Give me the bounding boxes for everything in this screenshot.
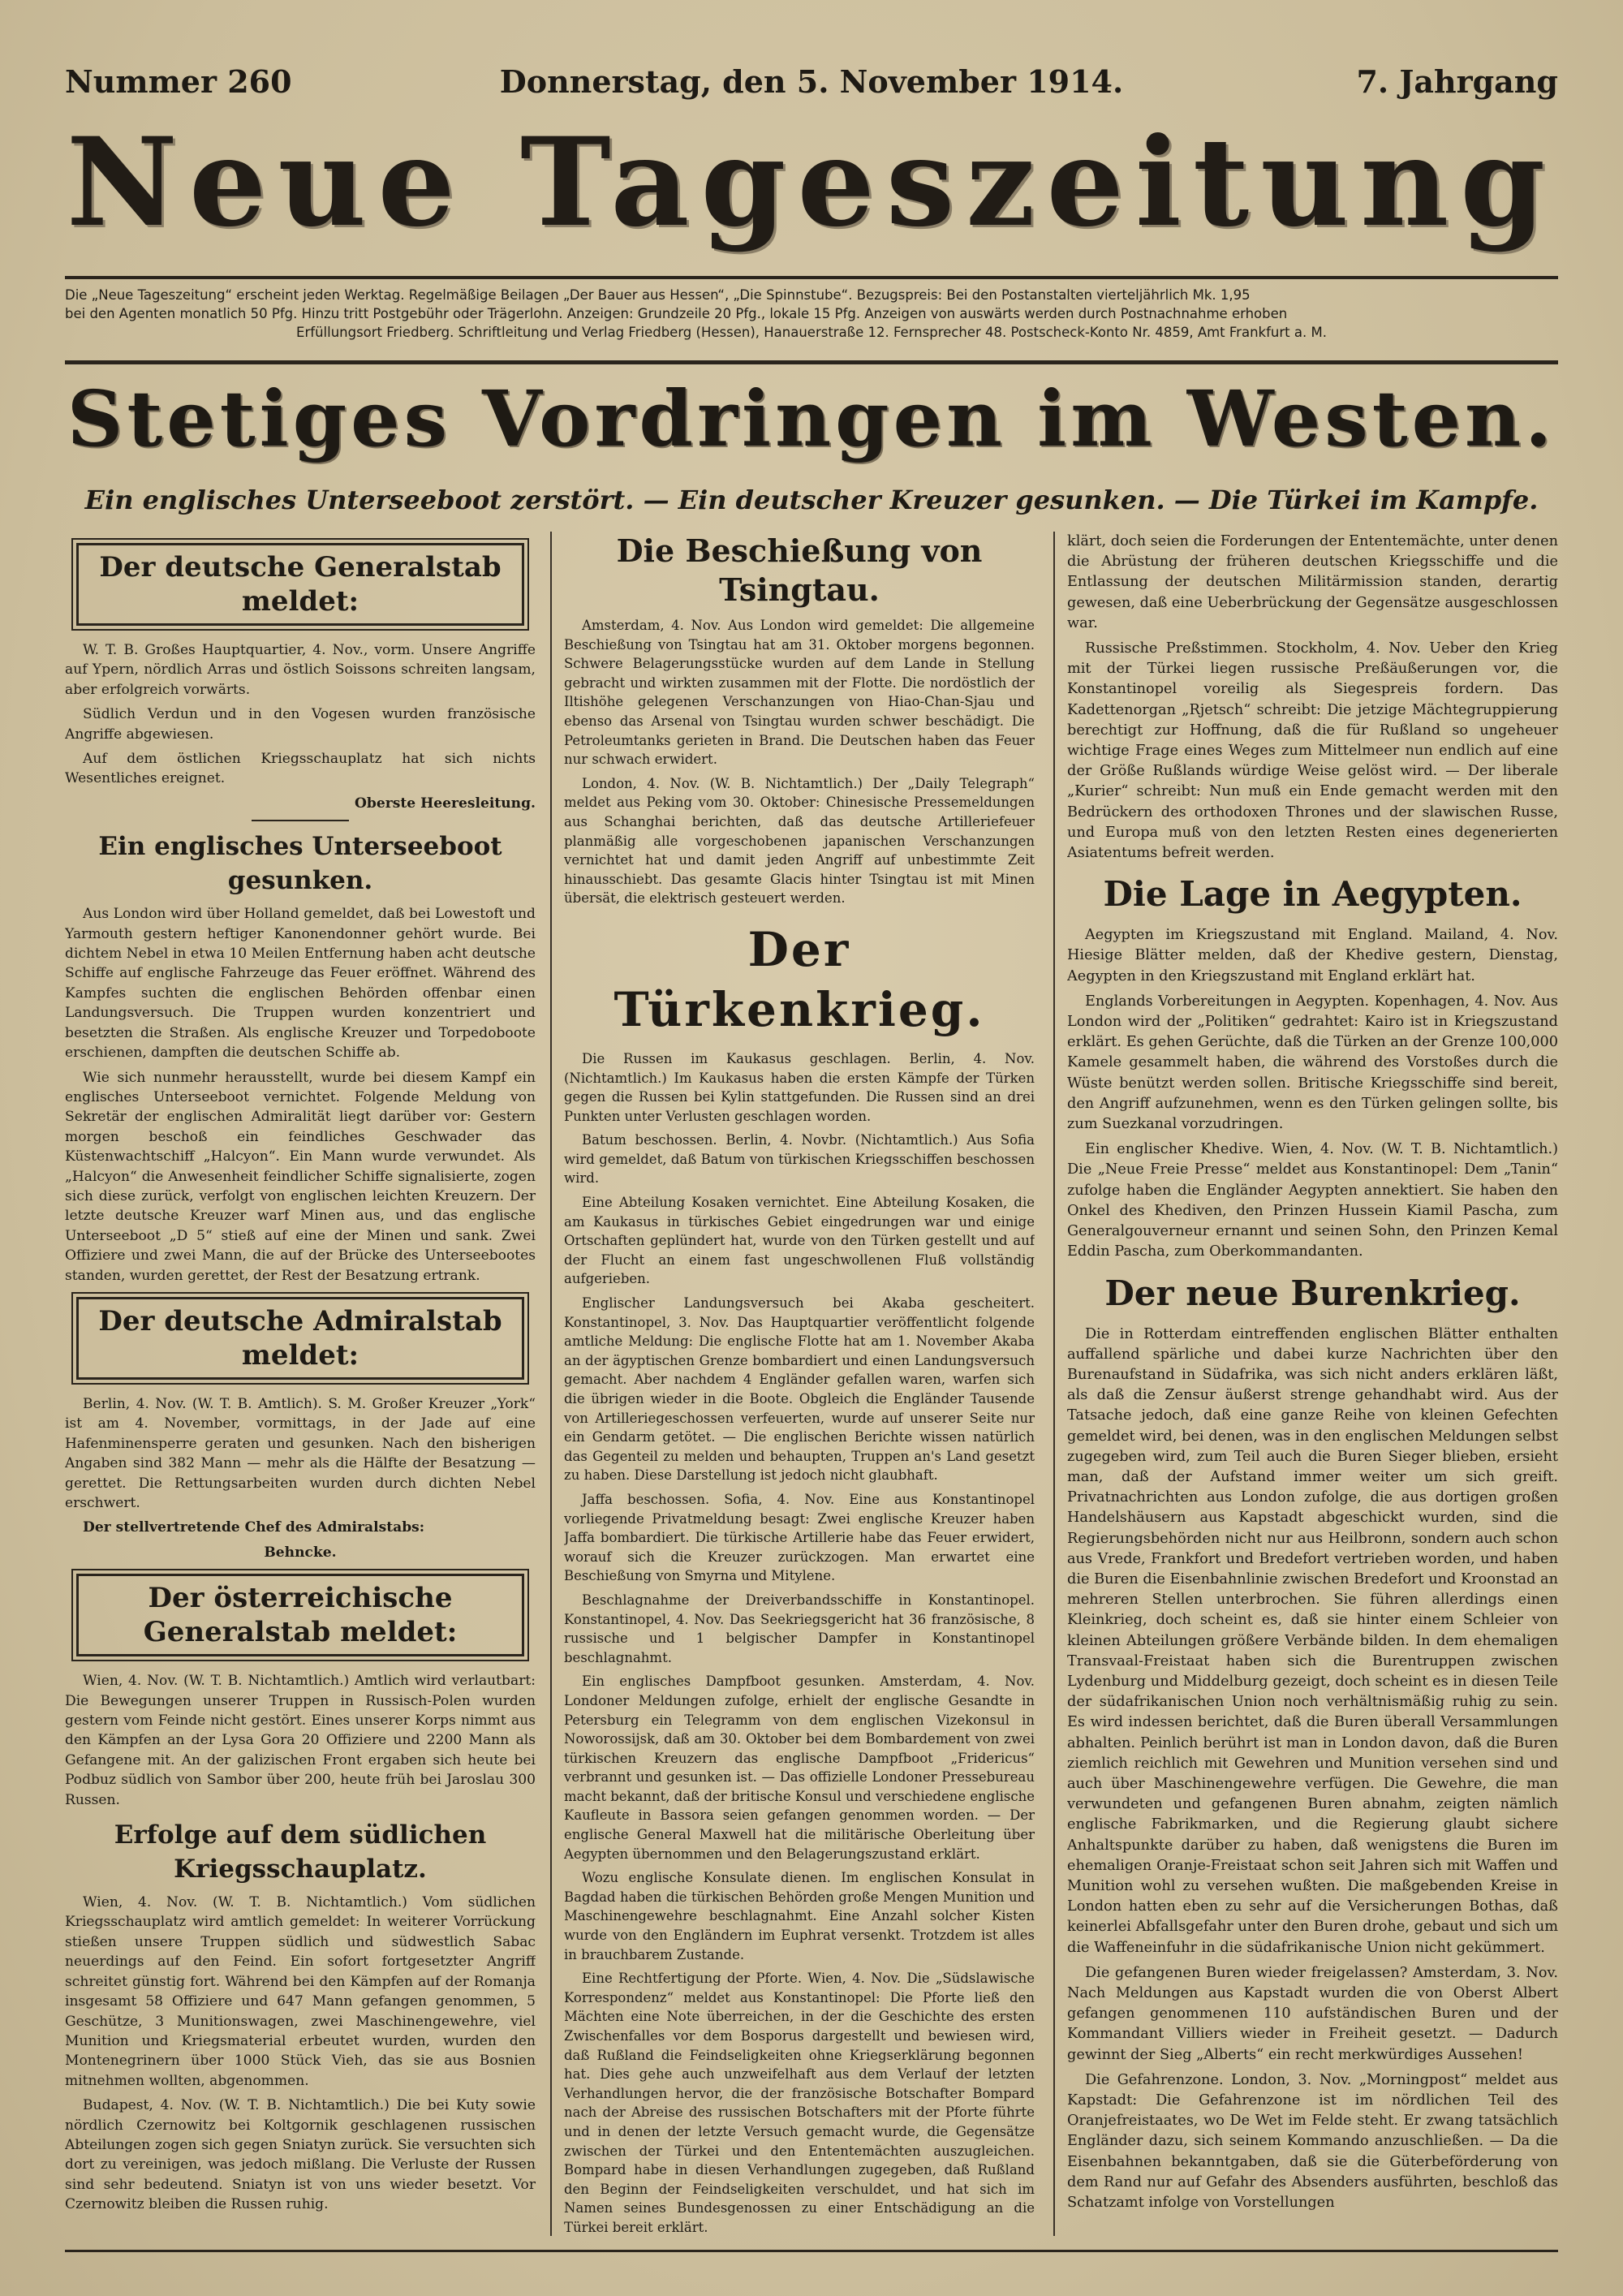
info-line-2: bei den Agenten monatlich 50 Pfg. Hinzu tritt Postgebühr oder Trägerlohn. Anzeigen: Grundzeile 20 Pfg., lokale 15 Pfg. Anzeigen von auswärts werden durch Postnachnahme erhoben [65,306,1288,321]
article-paragraph: Aus London wird über Holland gemeldet, daß bei Lowestoft und Yarmouth gestern heftiger Kanonendonner gehört wurde. Bei dichtem Nebel in etwa 10 Meilen Entfernung haben acht deutsche Schiffe auf englische Fahrzeuge das Feuer eröffnet. Während des Kampfes suchten die englischen Behörden offenbar einen Landungsversuch. Die Truppen wurden konzentriert und besetzten die Straßen. Als englische Kreuzer und Torpedoboote erschienen, dampften die deutschen Schiffe ab. [65,906,536,1062]
article-paragraph: Englands Vorbereitungen in Aegypten. Kopenhagen, 4. Nov. Aus London wird der „Politiken“ gedrahtet: Kairo ist in Kriegszustand erklärt. Es gehen Gerüchte, daß die Türken an der Grenze 100,000 Kamele gesammelt haben, die während des Vorstoßes durch die Wüste benützt werden sollen. Britische Kriegsschiffe sind bereit, den Angriff aufzunehmen, wenn es den Türken gelingen sollte, bis zum Suezkanal vorzudringen. [1067,993,1558,1133]
article-paragraph: Der stellvertretende Chef des Admiralstabs: [83,1519,425,1536]
issue-date: Donnerstag, den 5. November 1914. [499,63,1124,100]
article-paragraph: Die in Rotterdam eintreffenden englischen Blätter enthalten auffallend spärliche und dabei kurze Nachrichten über den Burenaufstand in Südafrika, was sich nicht anders erklären läßt, als daß die Zensur äußerst strenge gehandhabt wird. Aus der Tatsache jedoch, daß eine ganze Reihe von kleinen Gefechten gemeldet wird, bei denen, was in den englischen Meldungen selbst zugegeben wird, zum Teil auch die Buren Sieger blieben, ersieht man, daß der Aufstand immer weiter um sich greift. Privatnachrichten aus London zufolge, die aus dortigen großen Handelshäusern aus Kapstadt abgeschickt wurden, sind die Regierungsbehörden nicht nur aus Heilbronn, sondern auch schon aus Vrede, Frankfort und Bredefort vertrieben worden, und haben die Buren die Eisenbahnlinie zwischen Bredefort und Kroonstad an mehreren Stellen unterbrochen. Sie führen allerdings einen Kleinkrieg, doch scheint es, daß sie hinter einem Schleier von kleinen Abteilungen größere Verbände bilden. In dem ehemaligen Transvaal-Freistaat haben sich die Burentruppen zwischen Lydenburg und Middelburg gezeigt, doch scheint es in diesen Teile der südafrikanischen Union noch verhältnismäßig ruhig zu sein. Es wird indessen berichtet, daß die Buren überall Versammlungen abhalten. Peinlich berührt ist man in London davon, daß die Buren ziemlich reichlich mit Gewehren und Munition versehen sind und auch über Maschinengewehre verfügen. Die Gewehre, die man verwundeten und gefangenen Buren abnahm, zeigten nämlich englische Fabrikmarken, und die Regierung glaubt sichere Anhaltspunkte darüber zu haben, daß wenigstens die Buren im ehemaligen Oranje-Freistaat schon seit Jahren sich mit Waffen und Munition wohl zu versehen wußten. Die maßgebenden Kreise in London hatten eben zu sehr auf die Versicherungen Bothas, daß keinerlei Abfallsgefahr unter den Buren drohe, gebaut und sich um die Waffeneinfuhr in die südafrikanische Union nicht gekümmert. [1067,1325,1558,1956]
article-signature: Oberste Heeresleitung. [355,795,536,812]
masthead-title: Neue Tageszeitung [66,111,1557,254]
article-heading: Der österreichische Generalstab meldet: [76,1574,524,1656]
article-paragraph: Beschlagnahme der Dreiverbandsschiffe in Konstantinopel. Konstantinopel, 4. Nov. Das Seekriegsgericht hat 36 französische, 8 russische und 1 belgischer Dampfer in Konstantinopel beschlagnahmt. [564,1592,1035,1665]
article-paragraph: Wie sich nunmehr herausstellt, wurde bei diesem Kampf ein englisches Unterseeboot vernichtet. Folgende Meldung von Sekretär der englischen Admiralität liegt darüber vor: Gestern morgen beschoß ein feindliches Geschwader das Küstenwachtschiff „Halcyon“. Ein Mann wurde verwundet. Als „Halcyon“ die Anwesenheit feindlicher Schiffe signalisierte, zogen sich diese zurück, verfolgt von englischen leichten Kreuzern. Der letzte deutsche Kreuzer warf Minen aus, und das englische Unterseeboot „D 5“ stieß auf eine der Minen und sank. Zwei Offiziere und zwei Mann, die auf der Brücke des Unterseebootes standen, wurden gerettet, der Rest der Besatzung ertrank. [65,1069,536,1284]
article-heading: Der deutsche Generalstab meldet: [76,543,524,626]
masthead-rule-top [65,276,1558,279]
main-headline: Stetiges Vordringen im Westen. [67,374,1556,464]
article-paragraph: Südlich Verdun und in den Vogesen wurden französische Angriffe abgewiesen. [65,706,536,743]
article-heading: Die Lage in Aegypten. [1103,874,1522,915]
publication-info [65,286,1558,360]
column-rule-2 [1053,532,1055,2236]
article-paragraph: London, 4. Nov. (W. B. Nichtamtlich.) Der „Daily Telegraph“ meldet aus Peking vom 30. Oktober: Chinesische Pressemeldungen aus Schanghai berichten, daß das deutsche Artilleriefeuer planmäßig alle vorgeschobenen japanischen Verschanzungen vernichtet hat und damit jeden Angriff auf unbestimmte Zeit hinausschiebt. Das gesamte Glacis hinter Tsingtau ist mit Minen übersät, die elektrisch gesteuert werden. [564,775,1035,907]
article-paragraph: Berlin, 4. Nov. (W. T. B. Amtlich). S. M. Großer Kreuzer „York“ ist am 4. November, vormittags, in der Jade auf eine Hafenminensperre geraten und gesunken. Nach den bisherigen Angaben sind 382 Mann — mehr als die Hälfte der Besatzung — gerettet. Die Rettungsarbeiten wurden durch dichten Nebel erschwert. [65,1395,536,1511]
article-paragraph: klärt, doch seien die Forderungen der Ententemächte, unter denen die Abrüstung der früheren deutschen Kriegsschiffe und die Entlassung der deutschen Militärmission standen, derartig gewesen, daß eine Ueberbrückung der Gegensätze ausgeschlossen war. [1067,533,1558,631]
article-paragraph: Eine Rechtfertigung der Pforte. Wien, 4. Nov. Die „Südslawische Korrespondenz“ meldet aus Konstantinopel: Die Pforte ließ den Mächten eine Note überreichen, in der die Geschichte des ersten Zwischenfalles vor dem Bosporus dargestellt und bewiesen wird, daß Rußland die Feindseligkeiten ohne Kriegserklärung begonnen hat. Dies gehe auch unzweifelhaft aus dem Verlauf der letzten Verhandlungen hervor, die der französische Botschafter Bompard nach der Abreise des russischen Botschafters mit der Pforte führte und in denen der letzte Versuch gemacht wurde, die Gegensätze zwischen der Türkei und den Ententemächten auszugleichen. Bompard habe in diesen Verhandlungen zugegeben, daß Rußland den Beginn der Feindseligkeiten verschuldet, und hat sich im Namen seines Bundesgenossen zu einer Entschädigung an die Türkei bereit erklärt. [564,1971,1035,2235]
column-rule-1 [550,532,552,2236]
article-paragraph: Auf dem östlichen Kriegsschauplatz hat sich nichts Wesentliches ereignet. [65,751,536,787]
article-heading: Der deutsche Admiralstab meldet: [76,1297,524,1380]
article-paragraph: Eine Abteilung Kosaken vernichtet. Eine Abteilung Kosaken, die am Kaukasus in türkisches Gebiet eingedrungen war und einige Ortschaften geplündert hat, wurde von den Türken gestellt und auf der Flucht an einem fast ungeschwollenen Fluß vollständig aufgerieben. [564,1195,1035,1287]
article-heading: Ein englisches Unterseeboot gesunken. [98,832,502,896]
main-subheadline: Ein englisches Unterseeboot zerstört. — Ein deutscher Kreuzer gesunken. — Die Türkei im Kampfe. [84,485,1539,515]
article-heading: Der neue Burenkrieg. [1104,1273,1521,1313]
article-paragraph: Wien, 4. Nov. (W. T. B. Nichtamtlich.) Amtlich wird verlautbart: Die Bewegungen unserer Truppen in Russisch-Polen wurden gestern vom Feinde nicht gestört. Eines unserer Korps nimmt aus den Kämpfen an der Lysa Gora 20 Offiziere und 2200 Mann als Gefangene mit. An der galizischen Front ergaben sich heute bei Podbuz südlich von Sambor über 200, heute früh bei Jaroslau 300 Russen. [65,1673,536,1808]
masthead-rule-bottom [65,360,1558,364]
column-2 [564,532,1035,2244]
info-line-1: Die „Neue Tageszeitung“ erscheint jeden Werktag. Regelmäßige Beilagen „Der Bauer aus Hessen“, „Die Spinnstube“. Bezugspreis: Bei den Postanstalten vierteljährlich Mk. 1,95 [65,287,1251,303]
article-paragraph: Aegypten im Kriegszustand mit England. Mailand, 4. Nov. Hiesige Blätter melden, daß der Khedive gestern, Dienstag, Aegypten in den Kriegszustand mit England erklärt hat. [1067,927,1558,984]
article-heading: Der Türkenkrieg. [613,921,985,1037]
article-paragraph: Russische Preßstimmen. Stockholm, 4. Nov. Ueber den Krieg mit der Türkei liegen russische Preßäußerungen vor, die Konstantinopel voreilig als Siegespreis fordern. Das Kadettenorgan „Rjetsch“ schreibt: Die jetzige Mächtegruppierung berechtigt zur Hoffnung, daß die für Rußland so ungeheuer wichtige Frage eines Weges zum Mittelmeer nun endlich auf eine der Größe Rußlands würdige Weise gelöst wird. — Der liberale „Kurier“ schreibt: Nun muß ein Ende gemacht werden mit den Bedrückern des orthodoxen Thrones und der slawischen Russe, und Europa muß von den letzten Resten eines degenerierten Asiatentums befreit werden. [1067,640,1558,862]
article-paragraph: Die Gefahrenzone. London, 3. Nov. „Morningpost“ meldet aus Kapstadt: Die Gefahrenzone ist im nördlichen Teil des Oranjefreistaates, wo De Wet im Felde steht. Er zwang tatsächlich Engländer dazu, sich seinem Kommando anzuschließen. — Da die Eisenbahnen bekanntgaben, daß sie die Güterbeförderung von dem Rand nur auf Gefahr des Absenders ausführten, beschloß das Schatzamt infolge von Vorstellungen [1067,2071,1558,2212]
article-paragraph: Wozu englische Konsulate dienen. Im englischen Konsulat in Bagdad haben die türkischen Behörden große Mengen Munition und Maschinengewehre beschlagnahmt. Eine Anzahl solcher Kisten wurde von den Engländern im Euphrat versenkt. Trotzdem ist alles in brauchbarem Zustande. [564,1870,1035,1962]
article-paragraph: W. T. B. Großes Hauptquartier, 4. Nov., vorm. Unsere Angriffe auf Ypern, nördlich Arras und östlich Soissons schreiten langsam, aber erfolgreich vorwärts. [65,642,536,698]
article-paragraph: Wien, 4. Nov. (W. T. B. Nichtamtlich.) Vom südlichen Kriegsschauplatz wird amtlich gemeldet: In weiterer Vorrückung stießen unsere Truppen südlich und südwestlich Sabac neuerdings auf den Feind. Ein sofort fortgesetzter Angriff schreitet günstig fort. Während bei den Kämpfen auf der Romanja insgesamt 58 Offiziere und 647 Mann gefangen genommen, 5 Geschütze, 3 Munitionswagen, zwei Maschinengewehre, viel Munition und Kriegsmaterial erbeutet wurden, wurden den Montenegrinern über 1000 Stück Vieh, das sie aus Bosnien mitnehmen wollten, abgenommen. [65,1894,536,2089]
article-heading: Die Beschießung von Tsingtau. [616,532,983,608]
article-paragraph: Jaffa beschossen. Sofia, 4. Nov. Eine aus Konstantinopel vorliegende Privatmeldung besagt: Zwei englische Kreuzer haben Jaffa bombardiert. Die türkische Artillerie habe das Feuer erwidert, worauf sich die Kreuzer zurückzogen. Man erwartet eine Beschießung von Smyrna und Mitylene. [564,1491,1035,1584]
page-bottom-rule [65,2250,1558,2252]
issue-volume: 7. Jahrgang [1356,63,1558,100]
article-paragraph: Die gefangenen Buren wieder freigelassen? Amsterdam, 3. Nov. Nach Meldungen aus Kapstadt wurden die von Oberst Albert gefangen genommenen 110 aufständischen Buren und der Kommandant Villiers wieder in Freiheit gesetzt. — Dadurch gewinnt der Sieg „Alberts“ ein recht merkwürdiges Aussehen! [1067,1964,1558,2063]
column-3 [1067,532,1558,2244]
article-signature: Behncke. [264,1544,337,1561]
article-paragraph: Englischer Landungsversuch bei Akaba gescheitert. Konstantinopel, 3. Nov. Das Hauptquartier veröffentlicht folgende amtliche Meldung: Die englische Flotte hat am 1. November Akaba an der ägyptischen Grenze bombardiert und einen Landungsversuch gemacht. Aber nachdem 4 Engländer gefallen waren, warfen sich die übrigen wieder in die Boote. Obgleich die Engländer Tausende von Artilleriegeschossen verfeuerten, wurde auf unserer Seite nur ein Gendarm getötet. — Die englischen Berichte wissen natürlich das Gegenteil zu melden und behaupten, Truppen an's Land gesetzt zu haben. Diese Darstellung ist jedoch nicht glaubhaft. [564,1295,1035,1484]
section-divider [252,820,349,821]
article-paragraph: Ein englisches Dampfboot gesunken. Amsterdam, 4. Nov. Londoner Meldungen zufolge, erhielt der englische Gesandte in Petersburg ein Telegramm von dem englischen Vizekonsul in Noworossijsk, daß am 30. Oktober bei dem Bombardement von zwei türkischen Kreuzern das englische Dampfboot „Fridericus“ verbrannt und gesunken ist. — Das offizielle Londoner Pressebureau macht bekannt, daß der britische Konsul und verschiedene englische Kaufleute in Bassora seien gefangen genommen worden. — Der englische General Maxwell hat die militärische Oberleitung über Aegypten übernommen und den Belagerungszustand erklärt. [564,1674,1035,1862]
column-1 [65,532,536,2244]
info-line-3: Erfüllungsort Friedberg. Schriftleitung und Verlag Friedberg (Hessen), Hanauerstraße 12. Fernsprecher 48. Postscheck-Konto Nr. 4859, Amt Frankfurt a. M. [296,325,1327,340]
article-paragraph: Amsterdam, 4. Nov. Aus London wird gemeldet: Die allgemeine Beschießung von Tsingtau hat am 31. Oktober morgens begonnen. Schwere Belagerungsstücke wurden auf dem Lande in Stellung gebracht und wirkten zusammen mit der Flotte. Die nordöstlich der Iltishöhe gelegenen Verschanzungen von Hiao-Chan-Sjau und ebenso das Arsenal von Tsingtau wurden schwer beschädigt. Die Petroleumtanks gerieten in Brand. Die Deutschen haben das Feuer nur schwach erwidert. [564,618,1035,768]
article-paragraph: Die Russen im Kaukasus geschlagen. Berlin, 4. Nov. (Nichtamtlich.) Im Kaukasus haben die ersten Kämpfe der Türken gegen die Russen bei Kylin stattgefunden. Die Russen sind an drei Punkten unter Verlusten geschlagen worden. [564,1050,1035,1124]
article-paragraph: Ein englischer Khedive. Wien, 4. Nov. (W. T. B. Nichtamtlich.) Die „Neue Freie Presse“ meldet aus Konstantinopel: Dem „Tanin“ zufolge haben die Engländer Aegypten annektiert. Sie haben den Onkel des Khediven, den Prinzen Hussein Kiamil Pascha, zum Generalgouverneur ernannt und seinen Sohn, den Prinzen Kemal Eddin Pascha, zum Oberkommandanten. [1067,1141,1558,1260]
issue-number: Nummer 260 [65,63,292,100]
article-paragraph: Batum beschossen. Berlin, 4. Novbr. (Nichtamtlich.) Aus Sofia wird gemeldet, daß Batum von türkischen Kriegsschiffen beschossen wird. [564,1132,1035,1187]
header-line [65,63,1558,104]
article-heading: Erfolge auf dem südlichen Kriegsschauplatz. [114,1820,487,1885]
article-paragraph: Budapest, 4. Nov. (W. T. B. Nichtamtlich.) Die bei Kuty sowie nördlich Czernowitz bei Koltgornik geschlagenen russischen Abteilungen zogen sich gegen Sniatyn zurück. Sie versuchten sich dort zu vereinigen, was jedoch mißlang. Die Verluste der Russen sind sehr bedeutend. Sniatyn ist von uns wieder besetzt. Vor Czernowitz bleiben die Russen ruhig. [65,2097,536,2213]
